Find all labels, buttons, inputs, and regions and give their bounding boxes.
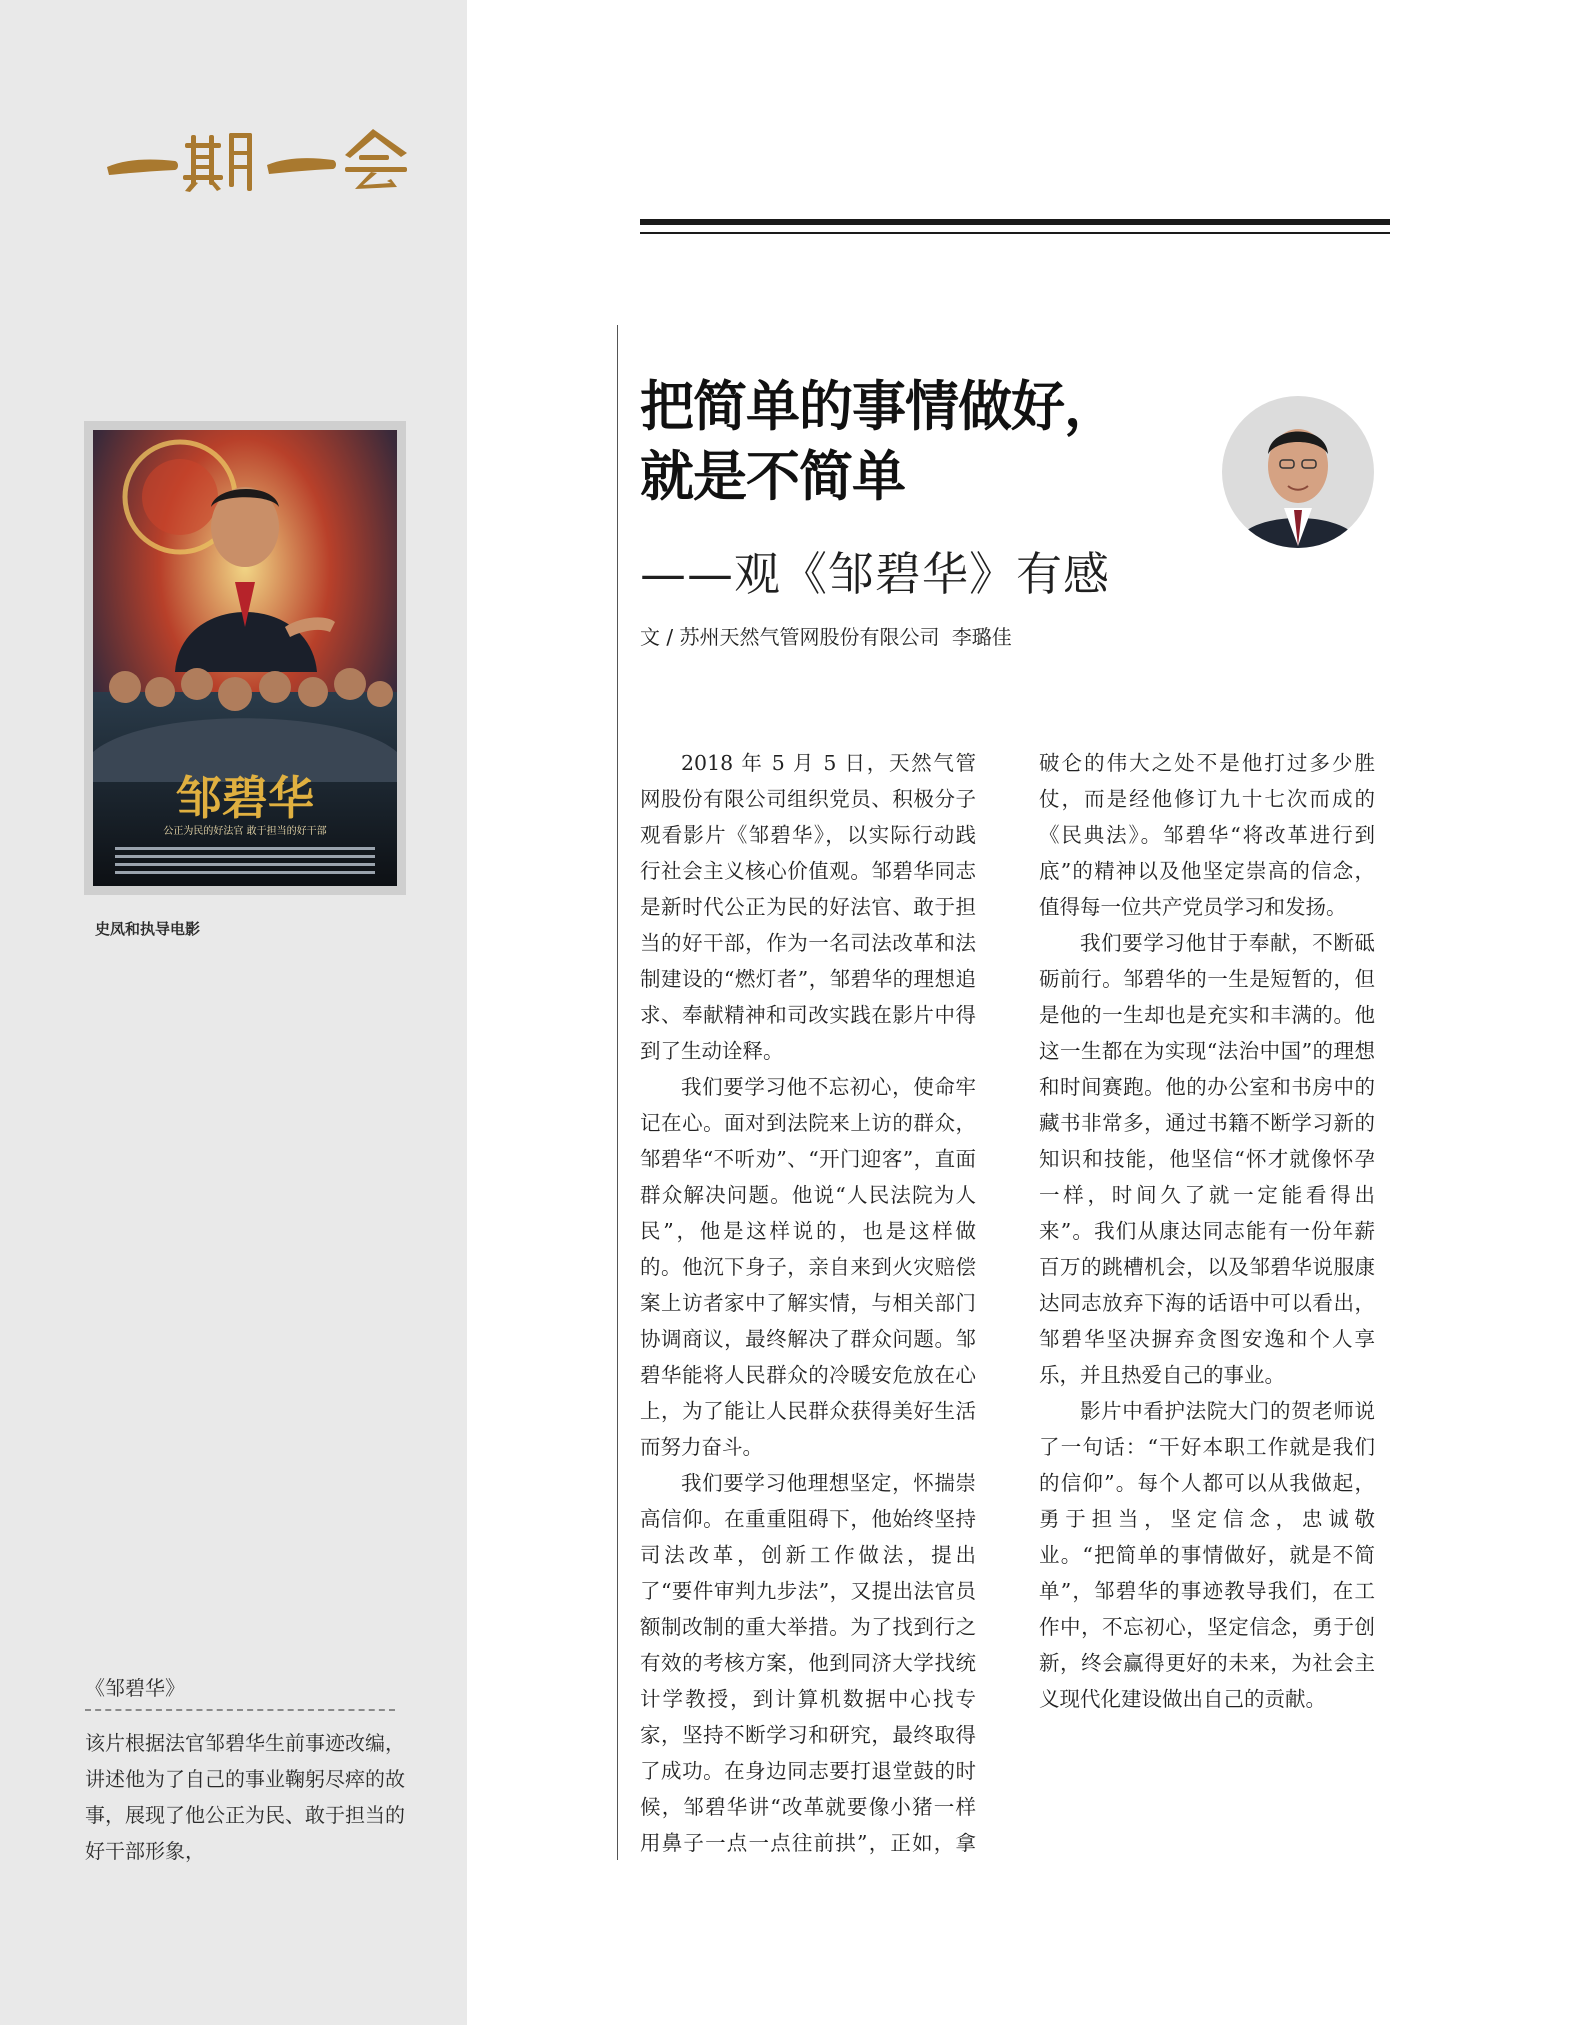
article-vertical-rule (617, 325, 618, 1860)
article-subheadline: ——观《邹碧华》有感 (640, 547, 1110, 601)
article-body (640, 745, 1375, 1865)
paragraph: 我们要学习他不忘初心，使命牢记在心。面对到法院来上访的群众，邹碧华“不听劝”、“开门迎客”，直面群众解决问题。他说“人民法院为人民”，他是这样说的，也是这样做的。他沉下身子，亲自来到火灾赔偿案上访者家中了解实情，与相关部门协调商议，最终解决了群众问题。邹碧华能将人民群众的冷暖安危放在心上，为了能让人民群众获得美好生活而努力奋斗。 (640, 1075, 976, 1459)
headline-line-1: 把简单的事情做好， (640, 375, 1117, 438)
article-byline (640, 621, 1012, 650)
header-rule-thick (640, 219, 1390, 225)
byline-label: 文 / 苏州天然气管网股份有限公司 (640, 625, 940, 649)
headline-line-2: 就是不简单 (640, 445, 905, 508)
film-divider (85, 1709, 395, 1711)
paragraph: 我们要学习他甘于奉献，不断砥砺前行。邹碧华的一生是短暂的，但是他的一生却也是充实和丰满的。他这一生都在为实现“法治中国”的理想和时间赛跑。他的办公室和书房中的藏书非常多，通过书籍不断学习新的知识和技能，他坚信“怀才就像怀孕一样，时间久了就一定能看得出来”。我们从康达同志能有一份年薪百万的跳槽机会，以及邹碧华说服康达同志放弃下海的话语中可以看出，邹碧华坚决摒弃贪图安逸和个人享乐，并且热爱自己的事业。 (1039, 931, 1375, 1387)
poster-tagline: 公正为民的好法官 敢于担当的好干部 (163, 826, 327, 837)
paragraph: 2018 年 5 月 5 日，天然气管网股份有限公司组织党员、积极分子观看影片《邹碧华》，以实际行动践行社会主义核心价值观。邹碧华同志是新时代公正为民的好法官、敢于担当的好干部，作为一名司法改革和法制建设的“燃灯者”，邹碧华的理想追求、奉献精神和司改实践在影片中得到了生动诠释。 (640, 751, 976, 1063)
byline-author: 李璐佳 (951, 625, 1012, 649)
poster-caption: 史凤和执导电影 (95, 920, 201, 938)
header-rule-thin (640, 232, 1390, 234)
film-description: 该片根据法官邹碧华生前事迹改编，讲述他为了自己的事业鞠躬尽瘁的故事，展现了他公正为民、敢于担当的好干部形象， (85, 1731, 405, 1863)
movie-poster (85, 422, 405, 894)
author-portrait (1222, 396, 1374, 548)
section-logo (105, 125, 415, 195)
poster-title: 邹碧华 (176, 771, 314, 825)
film-title: 《邹碧华》 (85, 1676, 185, 1700)
paragraph: 影片中看护法院大门的贺老师说了一句话：“干好本职工作就是我们的信仰”。每个人都可以从我做起，勇于担当，坚定信念，忠诚敬业。“把简单的事情做好，就是不简单”，邹碧华的事迹教导我们，在工作中，不忘初心，坚定信念，勇于创新，终会赢得更好的未来，为社会主义现代化建设做出自己的贡献。 (1039, 1399, 1375, 1711)
sidebar (0, 0, 467, 2025)
paragraph: 我们要学习他理想坚定，怀揣崇高信仰。在重重阻碍下，他始终坚持司法改革，创新工作做法，提出了“要件审判九步法”，又提出法官员额制改制的重大举措。为了找到行之有效的考核方案，他到同济大学找统计学教授，到计算机数据中心找专家，坚持不断学习和研究，最终取得了成功。在身边同志要打退堂鼓的时候，邹碧华讲“改革就要像小猪一样用鼻子一点一点往前拱”，正如，拿破仑的伟大之处不是他打过多少胜仗，而是经他修订九十七次而成的《民典法》。邹碧华“将改革进行到底”的精神以及他坚定崇高的信念，值得每一位共产党员学习和发扬。 (640, 751, 1375, 1855)
article-headline (640, 372, 1200, 512)
